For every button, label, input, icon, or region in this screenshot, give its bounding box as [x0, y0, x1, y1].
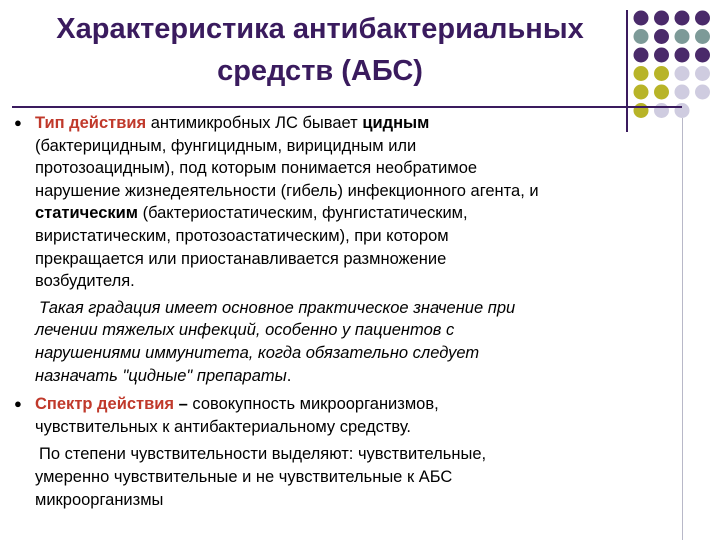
p1-line: виристатическим, протозоастатическим), при котором: [35, 226, 449, 245]
slide-body: [14, 112, 678, 511]
decorative-dot: [654, 66, 669, 81]
title-line-2: средств (АБС): [217, 55, 423, 87]
p3-text: совокупность микроорганизмов,: [192, 395, 439, 414]
static-term: статическим: [35, 204, 138, 223]
p1-text: (бактериостатическим, фунгистатическим,: [137, 204, 468, 223]
decorative-dot: [654, 85, 669, 100]
decorative-dot: [695, 11, 710, 26]
note-line: Такая градация имеет основное практическое значение при: [39, 298, 516, 317]
sensitivity-paragraph: [14, 443, 678, 511]
decorative-dot: [654, 48, 669, 63]
bullet-icon: ●: [14, 396, 22, 412]
cidal-term: цидным: [362, 114, 430, 132]
bullet-icon: ●: [14, 115, 22, 130]
horizontal-divider: [12, 106, 682, 108]
decorative-dot: [634, 48, 649, 63]
note-line: лечении тяжелых инфекций, особенно у пациентов с: [35, 321, 455, 340]
p4-line: умеренно чувствительные и не чувствительные к АБС: [35, 467, 453, 486]
decorative-dot: [675, 11, 690, 26]
decorative-dot-grid: [0, 0, 720, 130]
note-line: нарушениями иммунитета, когда обязательно следует: [35, 343, 480, 362]
title-line-1: Характеристика антибактериальных: [56, 13, 584, 45]
p4-line: микроорганизмы: [35, 490, 164, 509]
p1-line: протозоацидным), под которым понимается необратимое: [35, 159, 478, 178]
decorative-dot: [695, 29, 710, 44]
bullet-type-of-action: [14, 112, 678, 293]
decorative-dot: [654, 11, 669, 26]
decorative-dot: [634, 11, 649, 26]
p1-line: нарушение жизнедеятельности (гибель) инфекционного агента, и: [35, 181, 539, 200]
type-of-action-label: Тип действия: [35, 114, 147, 132]
bullet-spectrum: [14, 393, 678, 438]
decorative-dot: [695, 48, 710, 63]
decorative-dot: [675, 48, 690, 63]
note-period: .: [286, 366, 292, 385]
p1-line: (бактерицидным, фунгицидным, вирицидным или: [35, 136, 417, 155]
decorative-dot: [634, 29, 649, 44]
decorative-dot: [634, 66, 649, 81]
right-border-line: [682, 118, 683, 540]
decorative-dot: [675, 85, 690, 100]
decorative-dot: [695, 66, 710, 81]
p4-line: По степени чувствительности выделяют: чувствительные,: [39, 445, 487, 464]
dash: –: [174, 395, 193, 414]
decorative-dot: [695, 85, 710, 100]
p3-line: чувствительных к антибактериальному средству.: [35, 417, 412, 436]
spectrum-label: Спектр действия: [35, 395, 175, 414]
decorative-dot: [654, 29, 669, 44]
italic-note: [14, 297, 678, 387]
decorative-dot: [675, 29, 690, 44]
p1-text: антимикробных ЛС бывает: [146, 114, 363, 132]
decorative-dot: [634, 85, 649, 100]
decorative-dot: [675, 66, 690, 81]
note-line: назначать "цидные" препараты: [35, 366, 287, 385]
p1-line: прекращается или приостанавливается размножение: [35, 249, 447, 268]
p1-line: возбудителя.: [35, 272, 135, 291]
